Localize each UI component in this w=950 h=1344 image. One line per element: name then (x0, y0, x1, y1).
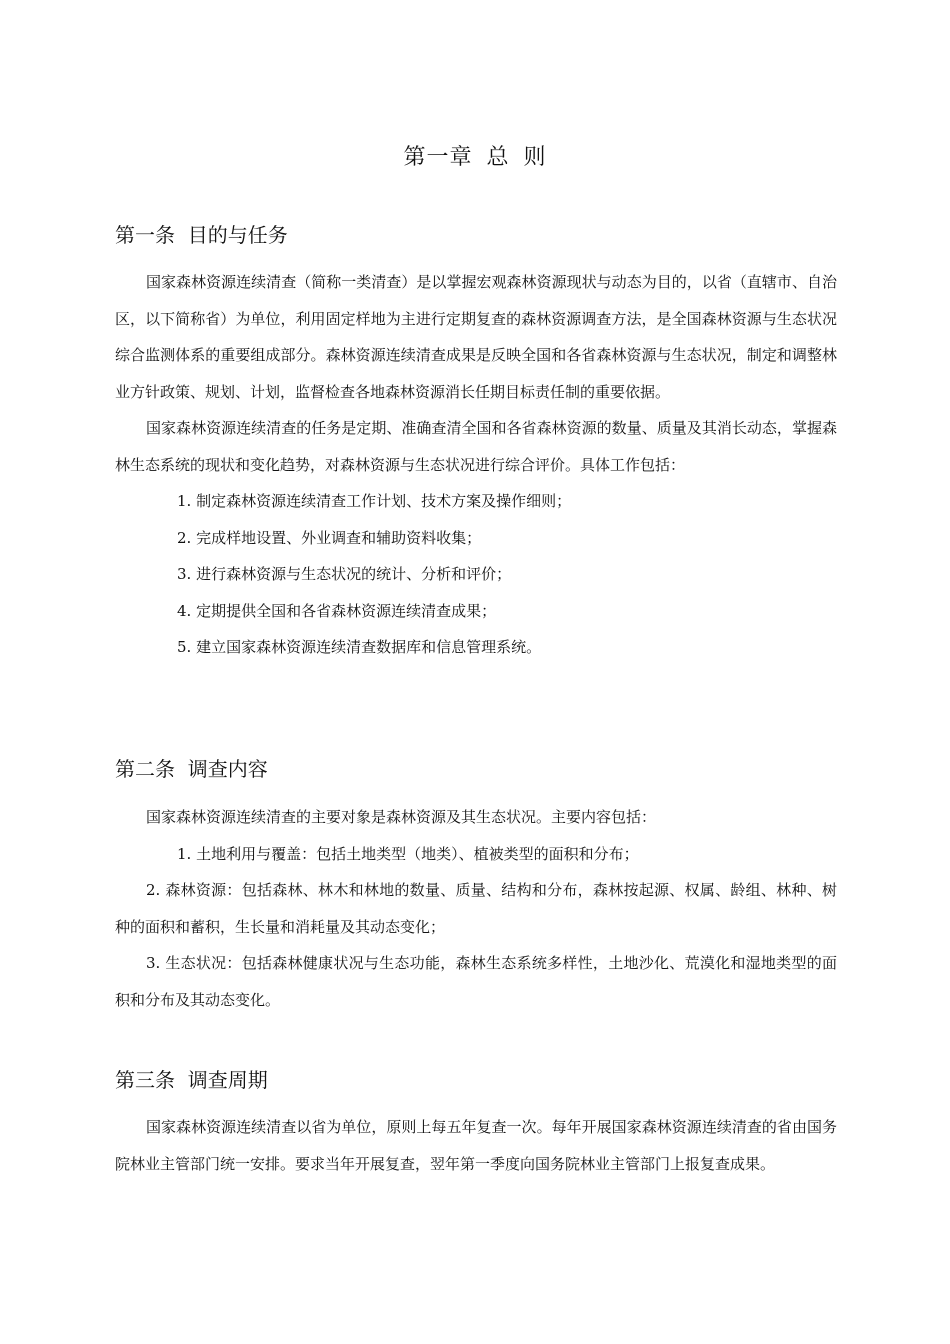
section-1-list-item-3: 3. 进行森林资源与生态状况的统计、分析和评价； (177, 565, 512, 583)
section-1-list-item-1: 1. 制定森林资源连续清查工作计划、技术方案及操作细则； (177, 492, 572, 510)
section-2-list-item-2: 2. 森林资源：包括森林、林木和林地的数量、质量、结构和分布，森林按起源、权属、龄组、林种、树种的面积和蓄积，生长量和消耗量及其动态变化； (115, 881, 837, 936)
section-2-body (115, 799, 837, 1018)
section-title-3: 第三条 调查周期 (115, 1068, 268, 1092)
chapter-title: 第一章 总 则 (403, 145, 547, 170)
section-2-paragraph-1: 国家森林资源连续清查的主要对象是森林资源及其生态状况。主要内容包括： (146, 808, 657, 826)
section-2-list-item-3: 3. 生态状况：包括森林健康状况与生态功能，森林生态系统多样性，土地沙化、荒漠化和湿地类型的面积和分布及其动态变化。 (115, 954, 837, 1009)
section-1-body (115, 264, 837, 666)
section-1-list-item-5: 5. 建立国家森林资源连续清查数据库和信息管理系统。 (177, 638, 542, 656)
section-1-list-item-2: 2. 完成样地设置、外业调查和辅助资料收集； (177, 528, 482, 547)
section-3-body (115, 1109, 837, 1182)
section-1-paragraph-2: 国家森林资源连续清查的任务是定期、准确查清全国和各省森林资源的数量、质量及其消长动态，掌握森林生态系统的现状和变化趋势，对森林资源与生态状况进行综合评价。具体工作包括： (115, 419, 837, 474)
section-1-list-item-4: 4. 定期提供全国和各省森林资源连续清查成果； (177, 601, 497, 620)
section-1-paragraph-1: 国家森林资源连续清查（简称一类清查）是以掌握宏观森林资源现状与动态为目的，以省（直辖市、自治区，以下简称省）为单位，利用固定样地为主进行定期复查的森林资源调查方法，是全国森林资源与生态状况综合监测体系的重要组成部分。森林资源连续清查成果是反映全国和各省森林资源与生态状况，制定和调整林业方针政策、规划、计划，监督检查各地森林资源消长任期目标责任制的重要依据。 (115, 273, 837, 401)
section-3-paragraph-1: 国家森林资源连续清查以省为单位，原则上每五年复查一次。每年开展国家森林资源连续清查的省由国务院林业主管部门统一安排。要求当年开展复查，翌年第一季度向国务院林业主管部门上报复查成果。 (115, 1118, 837, 1173)
section-2-list-item-1: 1. 土地利用与覆盖：包括土地类型（地类）、植被类型的面积和分布； (177, 844, 639, 863)
section-title-2: 第二条 调查内容 (115, 757, 268, 781)
section-title-1: 第一条 目的与任务 (115, 223, 288, 247)
